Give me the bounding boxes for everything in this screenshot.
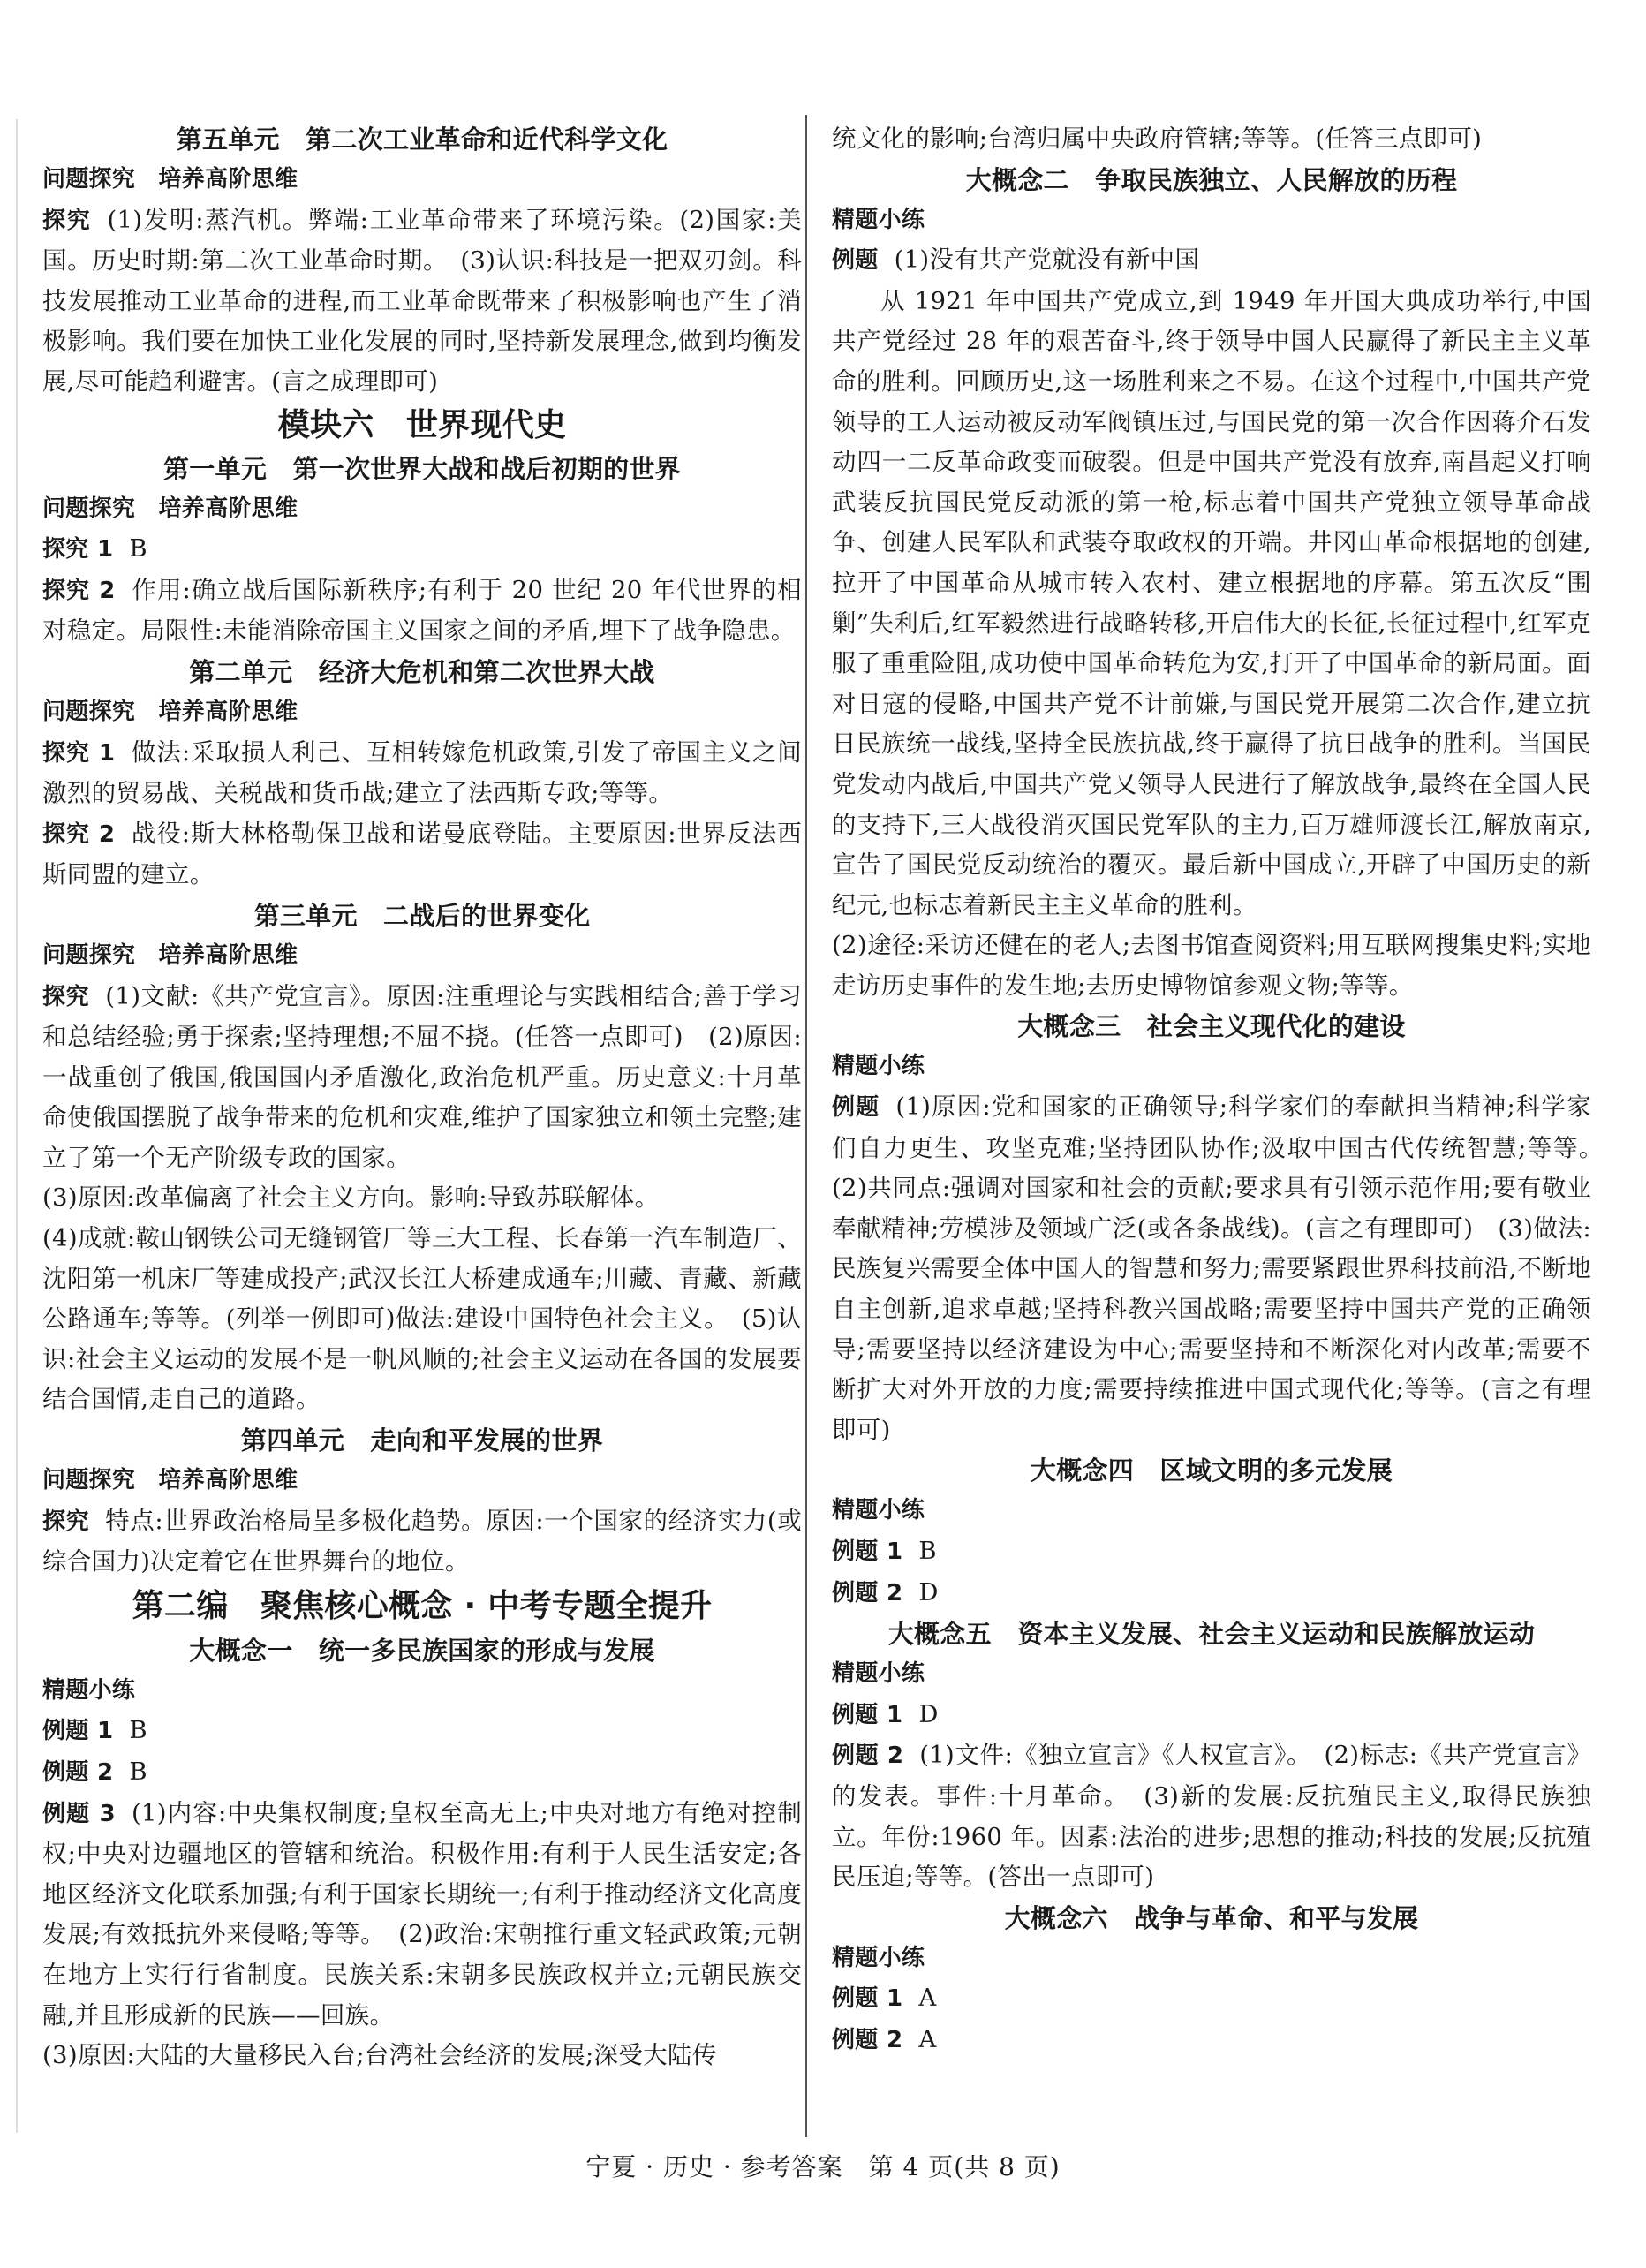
left-column — [42, 119, 802, 2076]
m6-unit4-answer — [42, 1501, 802, 1583]
concept5-example-1 — [832, 1695, 1591, 1736]
module6-title: 模块六 世界现代史 — [277, 406, 567, 443]
example-label: 例题 1 — [832, 1985, 903, 2013]
unit5-answer — [42, 200, 802, 403]
m6-unit4-subheading: 问题探究 培养高阶思维 — [42, 1467, 298, 1494]
concept6-example-2 — [832, 2020, 1591, 2061]
answer-label: 探究 1 — [42, 739, 116, 767]
answer-label: 探究 — [42, 1508, 90, 1535]
example-label: 例题 2 — [832, 1579, 903, 1606]
concept6-subheading: 精题小练 — [832, 1944, 925, 1971]
unit5-subheading: 问题探究 培养高阶思维 — [42, 166, 298, 193]
example-answer: B — [129, 1716, 147, 1745]
example-answer: D — [918, 1699, 939, 1728]
concept1-example-3 — [42, 1794, 802, 2037]
concept3-subheading: 精题小练 — [832, 1053, 925, 1080]
m6-unit2-title: 第二单元 经济大危机和第二次世界大战 — [189, 656, 655, 687]
concept4-title: 大概念四 区域文明的多元发展 — [1030, 1455, 1393, 1486]
example-label: 例题 1 — [832, 1701, 903, 1728]
m6-unit4-title: 第四单元 走向和平发展的世界 — [240, 1425, 604, 1456]
example-answer: B — [918, 1537, 937, 1565]
concept3-title: 大概念三 社会主义现代化的建设 — [1017, 1011, 1406, 1042]
concept4-subheading: 精题小练 — [832, 1497, 925, 1524]
m6-unit3-answer-part3: (3)原因:改革偏离了社会主义方向。影响:导致苏联解体。 — [42, 1183, 660, 1213]
example-label: 例题 1 — [42, 1718, 114, 1745]
concept5-title: 大概念五 资本主义发展、社会主义运动和民族解放运动 — [887, 1619, 1536, 1650]
example-answer: D — [918, 1577, 939, 1606]
answer-text: (1)发明:蒸汽机。弊端:工业革命带来了环境污染。(2)国家:美国。历史时期:第二次工业革命时期。 (3)认识:科技是一把双刃剑。科技发展推动工业革命的进程,而工业革命既带来了积极影响也产生了消极影响。我们要在加快工业化发展的同时,坚持新发展理念,做到均衡发展,尽可能趋利避害。(言之成理即可) — [42, 205, 802, 396]
column-divider — [805, 115, 807, 2137]
m6-unit2-subheading: 问题探究 培养高阶思维 — [42, 698, 298, 725]
example-answer: (1)内容:中央集权制度;皇权至高无上;中央对地方有绝对控制权;中央对边疆地区的管辖和统治。积极作用:有利于人民生活安定;各地区经济文化联系加强;有利于国家长期统一;有利于推动经济文化高度发展;有效抵抗外来侵略;等等。 (2)政治:宋朝推行重文轻武政策;元朝在地方上实行行省制度。民族关系:宋朝多民族政权并立;元朝民族交融,并且形成新的民族——回族。 — [42, 1798, 802, 2030]
concept2-essay: 从 1921 年中国共产党成立,到 1949 年开国大典成功举行,中国共产党经过 28 年的艰苦奋斗,终于领导中国人民赢得了新民主主义革命的胜利。回顾历史,这一场胜利来之不易。在这个过程中,中国共产党领导的工人运动被反动军阀镇压过,与国民党的第一次合作因蒋介石发动四一二反革命政变而破裂。但是中国共产党没有放弃,南昌起义打响武装反抗国民党反动派的第一枪,标志着中国共产党独立领导革命战争、创建人民军队和武装夺取政权的开端。井冈山革命根据地的创建,拉开了中国革命从城市转入农村、建立根据地的序幕。第五次反“围剿”失利后,红军毅然进行战略转移,开启伟大的长征,长征过程中,红军克服了重重险阻,成功使中国革命转危为安,打开了中国革命的新局面。面对日寇的侵略,中国共产党不计前嫌,与国民党开展第二次合作,建立抗日民族统一战线,坚持全民族抗战,终于赢得了抗日战争的胜利。当国民党发动内战后,中国共产党又领导人民进行了解放战争,最终在全国人民的支持下,三大战役消灭国民党军队的主力,百万雄师渡长江,解放南京,宣告了国民党反动统治的覆灭。最后新中国成立,开辟了中国历史的新纪元,也标志着新民主主义革命的胜利。 — [832, 286, 1591, 919]
concept1-title: 大概念一 统一多民族国家的形成与发展 — [189, 1635, 655, 1666]
answer-label: 探究 1 — [42, 536, 114, 563]
example-label: 例题 — [832, 1094, 880, 1122]
example-answer: (1)原因:党和国家的正确领导;科学家们的奉献担当精神;科学家们自力更生、攻坚克难;坚持团队协作;汲取中国古代传统智慧;等等。 (2)共同点:强调对国家和社会的贡献;要求具有引领示范作用;要有敬业奉献精神;劳模涉及领域广泛(或各条战线)。(言之有理即可) (3)做法:民族复兴需要全体中国人的智慧和努力;需要紧跟世界科技前沿,不断地自主创新,追求卓越;坚持科教兴国战略;需要坚持中国共产党的正确领导;需要坚持以经济建设为中心;需要坚持和不断深化对内改革;需要不断扩大对外开放的力度;需要持续推进中国式现代化;等等。(言之有理即可) — [832, 1092, 1616, 1444]
answer-label: 探究 2 — [42, 820, 116, 848]
m6-unit3-title: 第三单元 二战后的世界变化 — [253, 900, 591, 931]
concept5-subheading: 精题小练 — [832, 1660, 925, 1688]
concept2-example-part2: (2)途径:采访还健在的老人;去图书馆查阅资料;用互联网搜集史料;实地走访历史事件的发生地;去历史博物馆参观文物;等等。 — [832, 931, 1591, 1000]
example-label: 例题 3 — [42, 1800, 116, 1827]
example-answer: (1)文件:《独立宣言》《人权宣言》。 (2)标志:《共产党宣言》的发表。事件:十月革命。 (3)新的发展:反抗殖民主义,取得民族独立。年份:1960 年。因素:法治的进步;思想的推动;科技的发展;反抗殖民压迫;等等。(答出一点即可) — [832, 1741, 1592, 1892]
example-label: 例题 — [832, 247, 879, 275]
answer-text: (1)文献:《共产党宣言》。原因:注重理论与实践相结合;善于学习和总结经验;勇于探索;坚持理想;不屈不挠。(任答一点即可) (2)原因:一战重创了俄国,俄国国内矛盾激化,政治危机严重。历史意义:十月革命使俄国摆脱了战争带来的危机和灾难,维护了国家独立和领土完整;建立了第一个无产阶级专政的国家。 — [42, 981, 802, 1172]
m6-unit1-subheading: 问题探究 培养高阶思维 — [42, 495, 298, 522]
example-answer: B — [129, 1758, 147, 1786]
answer-text: B — [129, 534, 147, 563]
m6-unit1-answer-2 — [42, 571, 802, 652]
concept1-example-3-part3: (3)原因:大陆的大量移民入台;台湾社会经济的发展;深受大陆传 — [42, 2041, 717, 2070]
example-label: 例题 1 — [832, 1538, 903, 1565]
page-footer: 宁夏 · 历史 · 参考答案 第 4 页(共 8 页) — [585, 2152, 1061, 2181]
part2-title: 第二编 聚焦核心概念 · 中考专题全提升 — [132, 1587, 713, 1624]
example-answer: A — [918, 1984, 937, 2013]
concept5-example-2 — [832, 1735, 1591, 1897]
m6-unit1-answer-1 — [42, 529, 802, 571]
concept3-example — [832, 1087, 1616, 1450]
concept2-subheading: 精题小练 — [832, 206, 925, 233]
answer-text: 战役:斯大林格勒保卫战和诺曼底登陆。主要原因:世界反法西斯同盟的建立。 — [42, 819, 803, 889]
concept2-example — [832, 240, 1591, 282]
concept6-title: 大概念六 战争与革命、和平与发展 — [1004, 1902, 1419, 1933]
left-margin-line — [16, 119, 18, 2133]
example-answer: A — [918, 2024, 937, 2053]
concept1-continued: 统文化的影响;台湾归属中央政府管辖;等等。(任答三点即可) — [832, 125, 1483, 153]
example-label: 例题 2 — [832, 2026, 903, 2053]
m6-unit2-answer-2 — [42, 814, 802, 896]
concept4-example-1 — [832, 1531, 1591, 1573]
m6-unit3-subheading: 问题探究 培养高阶思维 — [42, 941, 298, 969]
example-label: 例题 2 — [832, 1743, 904, 1770]
concept6-example-1 — [832, 1978, 1591, 2020]
m6-unit3-answer-part4: (4)成就:鞍山钢铁公司无缝钢管厂等三大工程、长春第一汽车制造厂、沈阳第一机床厂等建成投产;武汉长江大桥建成通车;川藏、青藏、新藏公路通车;等等。(列举一例即可)做法:建设中国特色社会主义。 (5)认识:社会主义运动的发展不是一帆风顺的;社会主义运动在各国的发展要结合国情,走自己的道路。 — [42, 1224, 802, 1414]
answer-text: 作用:确立战后国际新秩序;有利于 20 世纪 20 年代世界的相对稳定。局限性:未能消除帝国主义国家之间的矛盾,埋下了战争隐患。 — [42, 575, 802, 646]
example-label: 例题 2 — [42, 1759, 114, 1786]
m6-unit2-answer-1 — [42, 733, 802, 814]
concept1-example-1 — [42, 1711, 802, 1752]
m6-unit3-answer — [42, 977, 802, 1179]
right-column — [832, 119, 1616, 2061]
answer-text: 做法:采取损人利己、互相转嫁危机政策,引发了帝国主义之间激烈的贸易战、关税战和货币战;建立了法西斯专政;等等。 — [42, 737, 803, 808]
concept2-title: 大概念二 争取民族独立、人民解放的历程 — [965, 164, 1458, 195]
concept1-example-2 — [42, 1752, 802, 1794]
concept4-example-2 — [832, 1573, 1591, 1614]
answer-text: 特点:世界政治格局呈多极化趋势。原因:一个国家的经济实力(或综合国力)决定着它在世界舞台的地位。 — [42, 1506, 802, 1576]
answer-label: 探究 — [42, 207, 92, 234]
m6-unit1-title: 第一单元 第一次世界大战和战后初期的世界 — [162, 453, 681, 484]
example-answer: (1)没有共产党就没有新中国 — [894, 246, 1200, 275]
answer-label: 探究 2 — [42, 577, 116, 604]
answer-label: 探究 — [42, 983, 90, 1010]
concept1-subheading: 精题小练 — [42, 1676, 136, 1704]
unit5-title: 第五单元 第二次工业革命和近代科学文化 — [176, 125, 668, 155]
